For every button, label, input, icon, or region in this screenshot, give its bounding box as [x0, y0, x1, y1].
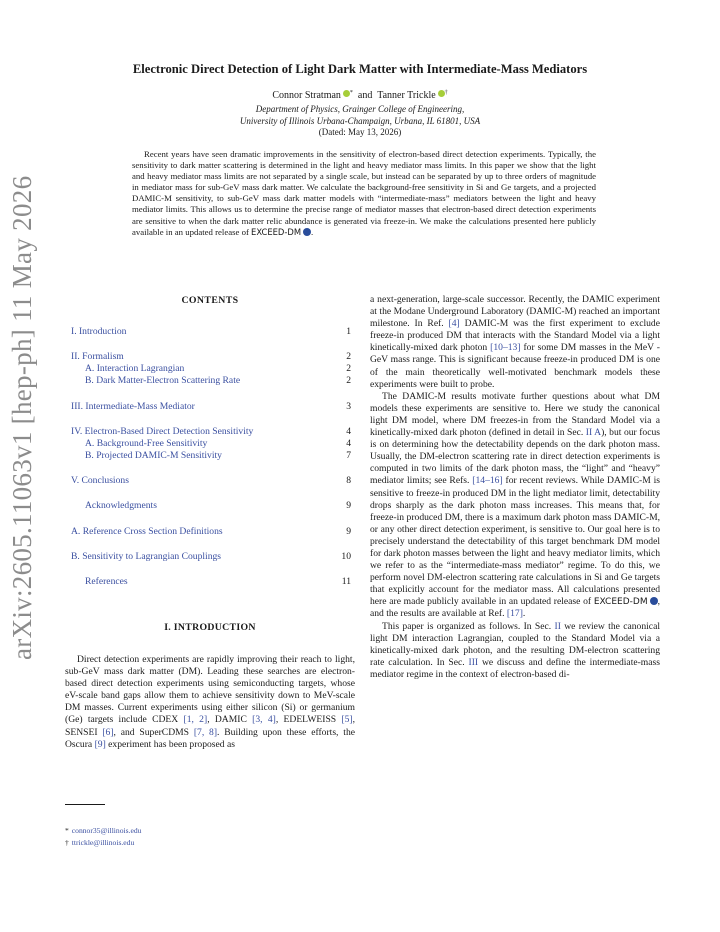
author-name[interactable]: Connor Stratman [272, 90, 341, 101]
text: , DAMIC [207, 714, 253, 726]
toc-entry-page: 2 [346, 363, 351, 374]
toc-entry-label[interactable]: B. Dark Matter-Electron Scattering Rate [85, 375, 241, 386]
toc-entry[interactable] [65, 438, 351, 450]
section-link[interactable]: II [554, 620, 561, 632]
text: we review the canonical light DM interaction Lagrangian, coupled to the Standard Model via a kinetically-mixed dark photon, and the resulting DM-electron scattering rate calculation. In Sec. [370, 620, 660, 668]
author-line [40, 90, 680, 101]
author-name[interactable]: Tanner Trickle [377, 90, 436, 101]
toc-entry[interactable] [65, 351, 351, 363]
footnote-rule [65, 804, 105, 805]
text: . [522, 608, 526, 620]
footnote-mark: † [65, 838, 69, 847]
toc-entry[interactable] [65, 576, 351, 588]
orcid-icon[interactable] [343, 90, 350, 97]
paragraph [370, 391, 660, 621]
toc-entry[interactable] [65, 526, 351, 538]
paragraph [65, 654, 355, 751]
text: experiment has been proposed as [105, 738, 235, 750]
right-column-text [370, 294, 660, 681]
text: a next-generation, large-scale successor. Recently, the DAMIC experiment at the Modane Underground Laboratory (DAMIC-M) reached an important milestone. In Ref. [370, 294, 660, 330]
footnote [65, 826, 141, 835]
text: . Building upon these efforts, the Oscura [65, 726, 355, 750]
text: , and the results are available at Ref. [370, 596, 660, 620]
toc-entry-page: 2 [346, 351, 351, 362]
contents-heading: CONTENTS [181, 295, 239, 306]
github-icon[interactable] [650, 597, 658, 605]
footnote-mark[interactable]: * [349, 90, 353, 96]
text: , EDELWEISS [275, 714, 342, 726]
text: DAMIC-M was the first experiment to exclude freeze-in produced DM that interacts with the Standard Model via a light kinetically-mixed dark photon [370, 318, 660, 354]
email-link[interactable]: connor35@illinois.edu [71, 826, 142, 835]
citation-link[interactable]: [3, 4] [252, 714, 276, 726]
citation-link[interactable]: [10–13] [490, 342, 521, 354]
citation-link[interactable]: [9] [94, 738, 106, 750]
affiliation-line: Department of Physics, Grainger College of Engineering, [255, 104, 465, 114]
toc-entry-label[interactable]: I. Introduction [71, 326, 127, 337]
author-conjunction: and [357, 90, 373, 101]
text: This paper is organized as follows. In Sec. [382, 620, 555, 632]
abstract [132, 149, 596, 238]
toc-entry-label[interactable]: III. Intermediate-Mass Mediator [71, 401, 195, 412]
footnote-mark: * [65, 826, 69, 835]
affiliation [40, 103, 680, 127]
text: for recent reviews. While DAMIC-M is sensitive to freeze-in produced DM in the light mediator limit, detectability drops sharply as the dark photon mass increases. This means that, for freeze-in produced DM, there is a maximum dark photon mass DAMIC-M, or any other direct detection experiment, is sensitive to. Our goal here is to precisely understand the detectability of this target benchmark DM model for dark photon masses between the light and heavy mediator limits, which we refer to as the “intermediate-mass mediator” regime. To do this, we perform novel DM-electron scattering rate calculations in Si and Ge targets that explicitly account for the mediator mass. All calculations presented here are made publicly available in an updated release of [370, 475, 660, 608]
toc-entry-page: 9 [346, 526, 351, 537]
citation-link[interactable]: [4] [448, 318, 460, 330]
citation-link[interactable]: [14–16] [472, 475, 503, 487]
toc-entry-label[interactable]: V. Conclusions [71, 475, 129, 486]
github-icon[interactable] [303, 226, 314, 237]
section-link[interactable]: II A [585, 427, 602, 439]
paragraph [370, 621, 660, 681]
toc-entry[interactable] [65, 450, 351, 462]
toc-entry[interactable] [65, 551, 351, 563]
toc-entry-page: 4 [346, 426, 351, 437]
toc-entry-page: 9 [346, 500, 351, 511]
toc-entry-page: 3 [346, 401, 351, 412]
toc-entry-label[interactable]: A. Reference Cross Section Definitions [71, 526, 223, 537]
toc-entry-label[interactable]: II. Formalism [71, 351, 124, 362]
toc-entry[interactable] [65, 363, 351, 375]
abstract-end: . [311, 226, 314, 237]
footnote-mark[interactable]: † [444, 90, 448, 96]
text: , and SuperCDMS [113, 726, 194, 738]
toc-entry-page: 10 [341, 551, 351, 562]
arxiv-stamp: arXiv:2605.11063v1 [hep-ph] 11 May 2026 [7, 175, 37, 660]
toc-entry-page: 4 [346, 438, 351, 449]
email-link[interactable]: ttrickle@illinois.edu [71, 838, 135, 847]
toc-entry-label[interactable]: B. Sensitivity to Lagrangian Couplings [71, 551, 222, 562]
toc-entry[interactable] [65, 475, 351, 487]
text: , SENSEI [65, 714, 355, 738]
citation-link[interactable]: [5] [341, 714, 353, 726]
citation-link[interactable]: [7, 8] [193, 726, 218, 738]
abstract-text: Recent years have seen dramatic improvements in the sensitivity of electron-based direct detection experiments. Typically, the sensitivity to dark matter scattering is determined in the light and heavy mediator mass limits. In this paper we show that the light and heavy mediator mass limits are not separated by a single scale, but instead can be separated by up to three orders of magnitude in mediator mass for sub-GeV mass dark matter. We calculate the background-free sensitivity in Si and Ge targets, and a projected DAMIC-M sensitivity, to sub-GeV mass dark matter models with “intermediate-mass” mediators between the light and heavy mediator limits. This allows us to determine the precise range of mediator masses that electron-based direct detection experiments are sensitive to when the dark matter relic abundance is generated via freeze-in. We make the calculations presented here publicly available in an updated release of [132, 149, 596, 237]
toc-entry-page: 1 [346, 326, 351, 337]
software-name: EXCEED-DM [251, 226, 302, 237]
section-link[interactable]: III [468, 656, 479, 668]
text: we discuss and define the intermediate-mass mediator regime in the context of electron-based di- [370, 656, 660, 680]
left-column-text [65, 654, 355, 751]
section-heading: I. INTRODUCTION [164, 622, 256, 633]
toc-entry-label[interactable]: A. Interaction Lagrangian [85, 363, 185, 374]
text: for some DM masses in the MeV - GeV mass range. This is significant because freeze-in produced DM is one of the main theoretically well-motivated benchmark models these experiments were built to probe. [370, 342, 661, 390]
software-name: EXCEED-DM [593, 597, 648, 608]
toc-entry[interactable] [65, 426, 351, 438]
text: Direct detection experiments are rapidly improving their reach to light, sub-GeV mass dark matter (DM). Leading these searches are electron-based direct detection experiments using semiconducting targets, whose eV-scale band gaps allow them to achieve sensitivity down to MeV-scale DM masses. Current experiments using either silicon (Si) or germanium (Ge) targets include CDEX [65, 654, 355, 726]
toc-entry-label[interactable]: References [85, 576, 128, 587]
citation-link[interactable]: [17] [506, 608, 523, 620]
table-of-contents [65, 326, 355, 596]
toc-entry-page: 7 [346, 450, 351, 461]
paper-title: Electronic Direct Detection of Light Dark Matter with Intermediate-Mass Mediators [132, 62, 588, 76]
toc-entry-label[interactable]: B. Projected DAMIC-M Sensitivity [85, 450, 222, 461]
toc-entry[interactable] [65, 401, 351, 413]
toc-entry-label[interactable]: A. Background-Free Sensitivity [85, 438, 208, 449]
toc-entry-page: 11 [341, 576, 351, 587]
text: The DAMIC-M results motivate further questions about what DM models these experiments are sensitive to. Here we study the canonical light DM model, where DM freezes-in from the Standard Model via a kinetically-mixed dark photon (defined in detail in Sec. [370, 390, 660, 439]
toc-entry[interactable] [65, 326, 351, 338]
footnote [65, 838, 134, 847]
toc-entry-label[interactable]: IV. Electron-Based Direct Detection Sensitivity [71, 426, 254, 437]
toc-entry-page: 8 [346, 475, 351, 486]
citation-link[interactable]: [1, 2] [183, 714, 208, 726]
orcid-icon[interactable] [438, 90, 445, 97]
affiliation-line: University of Illinois Urbana-Champaign, Urbana, IL 61801, USA [239, 116, 481, 126]
citation-link[interactable]: [6] [102, 726, 114, 738]
toc-entry-label[interactable]: Acknowledgments [85, 500, 157, 511]
toc-entry[interactable] [65, 500, 351, 512]
date-line: (Dated: May 13, 2026) [318, 127, 402, 137]
paragraph [370, 294, 660, 391]
toc-entry-page: 2 [346, 375, 351, 386]
toc-entry[interactable] [65, 375, 351, 387]
text: ), but our focus is on determining how the detectability depends on the dark photon mass. Usually, the DM-electron scattering rate in direct detection experiments is computed in two limits of the dark photon mass, the “light” and “heavy” mediator limits; see Refs. [370, 427, 661, 487]
